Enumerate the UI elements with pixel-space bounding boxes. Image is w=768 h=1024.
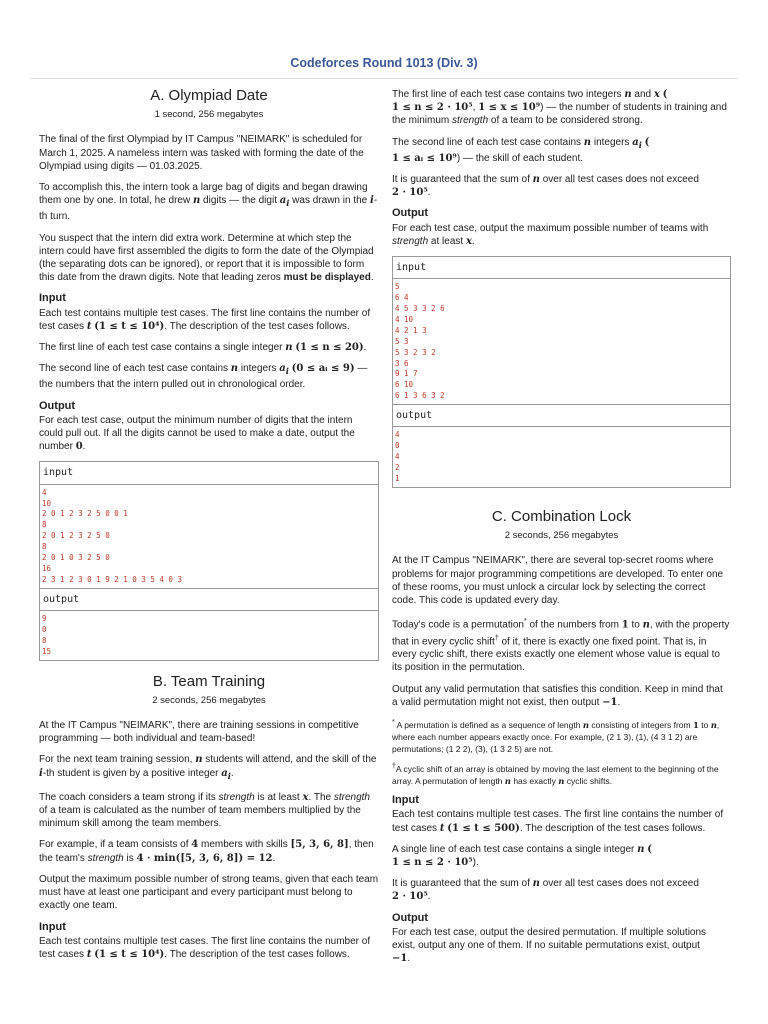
problem-c-output-heading: Output — [392, 911, 429, 924]
problem-b-statement-1: At the IT Campus "NEIMARK", there are training sessions in competitive programming — both individual and team-based! — [39, 720, 359, 745]
problem-a-input-3: The second line of each test case contains n integers $a_i$ (0 ≤ aᵢ ≤ 9) — the numbers that the intern pulled out in chronological order. — [39, 363, 368, 391]
problem-a-statement-1: The final of the first Olympiad by IT Campus "NEIMARK" is scheduled for March 1, 2025. A nameless intern was tasked with forming the date of the Olympiad using digits — 01.03.2025. — [39, 134, 364, 172]
page-title: Codeforces Round 1013 (Div. 3) — [290, 56, 478, 70]
problem-b-statement-4: For example, if a team consists of 4 members with skills [5, 3, 6, 8], then the team's strength is 4 · min([5, 3, 6, 8]) = 12. — [39, 839, 374, 864]
problem-b-output-heading: Output — [392, 207, 429, 220]
sample-output-label: output — [393, 404, 730, 427]
problem-b-statement-5: Output the maximum possible number of strong teams, given that each team must have at least one participant and every participant must belong to exactly one team. — [39, 873, 379, 912]
problem-b-sample — [392, 256, 731, 488]
problem-c-limits: 2 seconds, 256 megabytes — [504, 530, 619, 542]
problem-c-statement-2: Today's code is a permutation* of the numbers from 1 to n, with the property that in every cyclic shift† of it, there is exactly one fixed point. That is, in every cyclic shift, there exists exactly one element whose value is equal to its position in the permutation. — [392, 618, 730, 674]
problem-c-input-2: A single line of each test case contains a single integer n ( 1 ≤ n ≤ 2 · 10⁵). — [392, 843, 652, 868]
problem-a-sample — [39, 461, 379, 660]
header-divider — [30, 78, 738, 79]
problem-b-input-heading: Input — [39, 920, 66, 933]
problem-c-title[interactable]: C. Combination Lock — [491, 507, 632, 525]
problem-b-input-4: It is guaranteed that the sum of n over all test cases does not exceed 2 · 10⁵. — [392, 174, 699, 199]
sample-output-label: output — [40, 588, 378, 611]
left-column — [39, 88, 379, 969]
problem-a-output-heading: Output — [39, 399, 76, 412]
problem-a-limits: 1 second, 256 megabytes — [154, 109, 264, 121]
problem-a-input-2: The first line of each test case contains a single integer n (1 ≤ n ≤ 20). — [39, 342, 367, 354]
problem-b-output-1: For each test case, output the maximum possible number of teams with strength at least x. — [392, 222, 709, 247]
sample-input-text[interactable]: 5 6 4 4 5 3 3 2 6 4 10 4 2 1 3 5 3 5 3 2 3 2 3 6 9 1 7 6 10 6 1 3 6 3 2 — [395, 282, 445, 401]
problem-b-input-3: The second line of each test case contains n integers $a_i$ ( 1 ≤ aᵢ ≤ 10⁹) — the skill of each student. — [392, 136, 650, 164]
problem-c-statement-3: Output any valid permutation that satisfies this condition. Keep in mind that a valid permutation might not exist, then output −1. — [392, 683, 723, 708]
sample-output-text[interactable]: 9 0 8 15 — [42, 614, 52, 656]
problem-c-input-heading: Input — [392, 794, 419, 807]
problem-b-statement-2: For the next team training session, n students will attend, and the skill of the i-th student is given by a positive integer $a_i$. — [39, 754, 377, 781]
problem-a-input-heading: Input — [39, 292, 66, 305]
problem-c-statement-1: At the IT Campus "NEIMARK", there are several top-secret rooms where problems for major programming competitions are developed. To enter one of these rooms, you must unlock a circular lock by selecting the correct code. This code is updated every day. — [392, 555, 724, 606]
right-column — [392, 88, 731, 973]
sample-output-text[interactable]: 4 0 4 2 1 — [395, 430, 400, 484]
problem-a-title[interactable]: A. Olympiad Date — [150, 87, 268, 104]
sample-input-text[interactable]: 4 10 2 0 1 2 3 2 5 0 0 1 8 2 0 1 2 3 2 5 0 8 2 0 1 0 3 2 5 0 16 2 3 1 2 3 0 1 9 2 1 0 3 5 4 0 3 — [42, 487, 182, 584]
problem-b-statement-3: The coach considers a team strong if its strength is at least x. The strength of a team is calculated as the number of team members multiplied by the minimum skill among the team members. — [39, 791, 370, 830]
sample-input-label: input — [393, 257, 730, 279]
problem-b-input-1: Each test contains multiple test cases. The first line contains the number of test cases t (1 ≤ t ≤ 10⁴). The description of the test cases follows. — [39, 935, 371, 960]
problem-a-statement-3: You suspect that the intern did extra work. Determine at which step the intern could have first assembled the digits to form the date of the Olympiad (the separating dots can be ignored), or report that it is impossible to form this date from the drawn digits. Note that leading zeros must be displayed. — [39, 232, 374, 284]
footnote-permutation: * A permutation is defined as a sequence of length n consisting of integers from 1 to n, where each number appears exactly once. For example, (2 1 3), (1), (4 3 1 2) are permutations; (1 2 2), (3), (1 3 2 5) are not. — [392, 719, 720, 754]
footnote-cyclic-shift: †A cyclic shift of an array is obtained by moving the last element to the beginning of the array. A permutation of length n has exactly n cyclic shifts. — [392, 763, 719, 787]
problem-b-limits: 2 seconds, 256 megabytes — [152, 694, 266, 706]
problem-a-input-1: Each test contains multiple test cases. The first line contains the number of test cases t (1 ≤ t ≤ 10⁴). The description of the test cases follows. — [39, 307, 371, 332]
problem-b-input-2: The first line of each test case contains two integers n and x ( 1 ≤ n ≤ 2 · 10⁵, 1 ≤ x ≤ 10⁹) — the number of students in training and the minimum strength of a team to be considered strong. — [392, 89, 727, 127]
problem-c-output-1: For each test case, output the desired permutation. If multiple solutions exist, output any one of them. If no suitable permutations exist, output −1. — [392, 926, 707, 965]
sample-input-label: input — [40, 462, 378, 484]
problem-c-input-1: Each test contains multiple test cases. The first line contains the number of test cases t (1 ≤ t ≤ 500). The description of the test cases follows. — [392, 809, 724, 834]
problem-c-input-3: It is guaranteed that the sum of n over all test cases does not exceed 2 · 10⁵. — [392, 878, 699, 903]
problem-a-statement-2: To accomplish this, the intern took a large bag of digits and began drawing them one by one. In total, he drew n digits — the digit $a_i$ was drawn in the i-th turn. — [39, 182, 378, 223]
problem-a-output-1: For each test case, output the minimum number of digits that the intern could pull out. If all the digits cannot be used to make a date, output the number 0. — [39, 414, 355, 453]
problem-b-title[interactable]: B. Team Training — [152, 672, 266, 690]
